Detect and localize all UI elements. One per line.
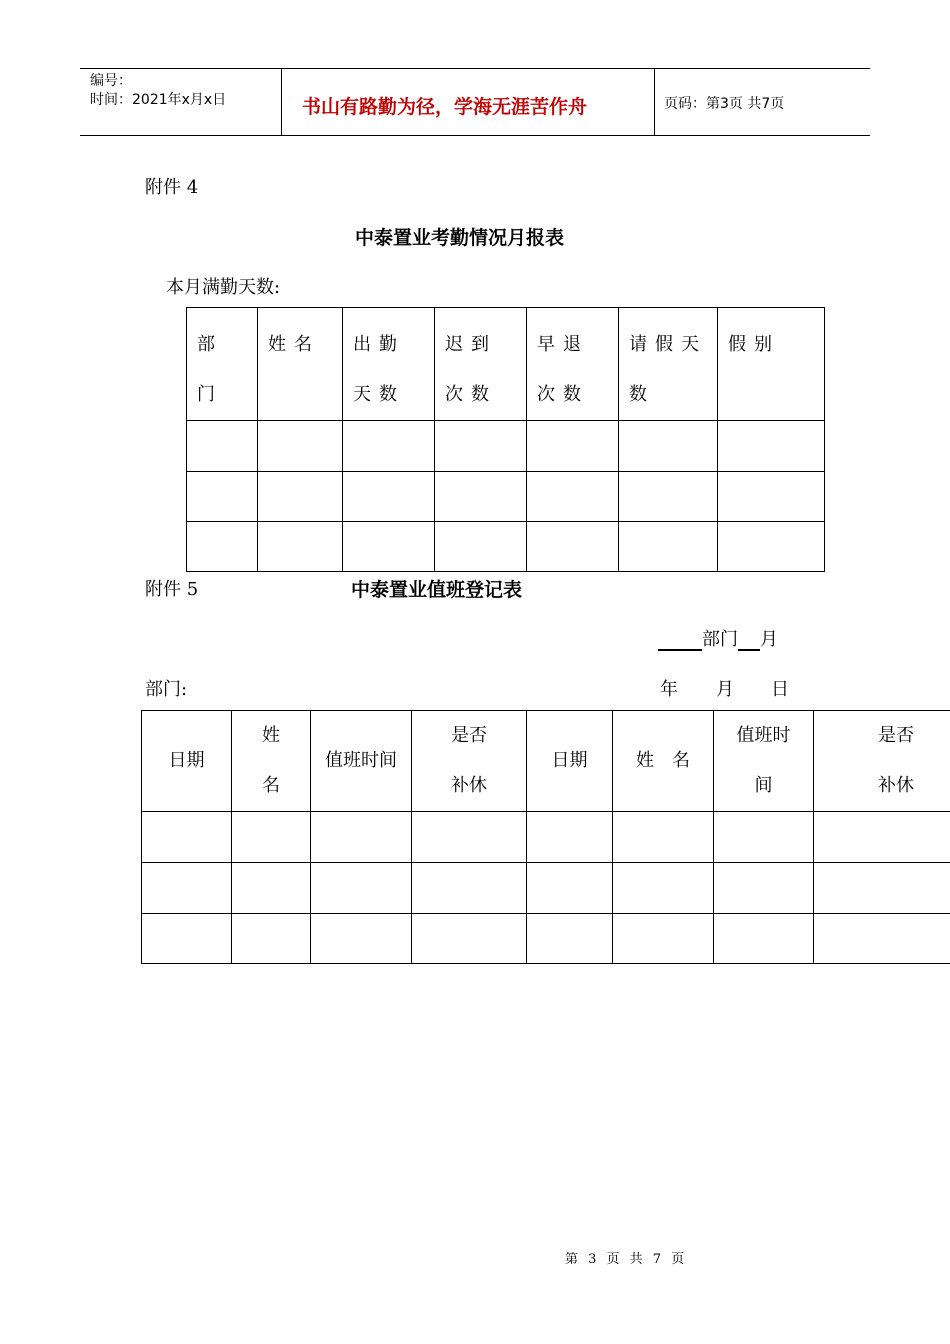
table-cell[interactable] bbox=[343, 472, 435, 522]
column-header-attendance-days: 出勤天数 bbox=[343, 308, 435, 421]
date-month-label: 月 bbox=[716, 679, 734, 700]
table-cell[interactable] bbox=[412, 914, 527, 964]
column-header-duty-time: 值班时间 bbox=[311, 711, 412, 812]
table-cell[interactable] bbox=[613, 914, 714, 964]
table-cell[interactable] bbox=[718, 421, 825, 472]
table-cell[interactable] bbox=[232, 914, 311, 964]
table-cell[interactable] bbox=[232, 863, 311, 914]
date-day-label: 日 bbox=[771, 679, 789, 700]
column-header-leave-days: 请假天数 bbox=[619, 308, 718, 421]
attendance-header-row bbox=[187, 308, 825, 421]
attachment4-label: 附件 4 bbox=[145, 177, 199, 198]
table-cell[interactable] bbox=[714, 812, 814, 863]
header-bottom-rule bbox=[80, 135, 870, 136]
table-row bbox=[142, 914, 950, 964]
column-header-duty-time-2: 值班时间 bbox=[714, 711, 814, 812]
attachment5-title: 中泰置业值班登记表 bbox=[351, 579, 523, 601]
table-cell[interactable] bbox=[527, 812, 613, 863]
table-cell[interactable] bbox=[619, 522, 718, 572]
month-blank[interactable] bbox=[738, 631, 760, 651]
column-header-early-leave-count: 早退次数 bbox=[527, 308, 619, 421]
full-attendance-days-label: 本月满勤天数: bbox=[166, 277, 281, 298]
table-cell[interactable] bbox=[527, 863, 613, 914]
column-header-date-2: 日期 bbox=[527, 711, 613, 812]
header-time-label: 时间：2021年x月x日 bbox=[90, 92, 227, 108]
table-cell[interactable] bbox=[435, 421, 527, 472]
table-cell[interactable] bbox=[258, 472, 343, 522]
department-field-label: 部门: bbox=[145, 679, 188, 700]
table-cell[interactable] bbox=[613, 812, 714, 863]
header-motto: 书山有路勤为径，学海无涯苦作舟 bbox=[302, 96, 588, 118]
table-row bbox=[142, 863, 950, 914]
table-cell[interactable] bbox=[435, 472, 527, 522]
column-header-leave-type: 假别 bbox=[718, 308, 825, 421]
table-cell[interactable] bbox=[311, 812, 412, 863]
header-divider-left bbox=[281, 69, 282, 136]
table-cell[interactable] bbox=[258, 522, 343, 572]
table-cell[interactable] bbox=[187, 472, 258, 522]
table-cell[interactable] bbox=[142, 863, 232, 914]
header-top-rule bbox=[80, 68, 870, 69]
column-header-name-2: 姓 名 bbox=[613, 711, 714, 812]
department-month-dept-text: 部门 bbox=[702, 629, 738, 650]
table-cell[interactable] bbox=[718, 472, 825, 522]
table-cell[interactable] bbox=[187, 421, 258, 472]
column-header-name: 姓名 bbox=[232, 711, 311, 812]
date-year-label: 年 bbox=[660, 679, 678, 700]
table-cell[interactable] bbox=[232, 812, 311, 863]
table-row bbox=[187, 522, 825, 572]
table-cell[interactable] bbox=[814, 914, 950, 964]
table-cell[interactable] bbox=[343, 522, 435, 572]
column-header-date: 日期 bbox=[142, 711, 232, 812]
duty-header-row bbox=[142, 711, 950, 812]
table-cell[interactable] bbox=[311, 863, 412, 914]
table-cell[interactable] bbox=[527, 421, 619, 472]
table-cell[interactable] bbox=[343, 421, 435, 472]
table-cell[interactable] bbox=[814, 863, 950, 914]
department-month-line bbox=[658, 625, 778, 651]
table-cell[interactable] bbox=[718, 522, 825, 572]
table-cell[interactable] bbox=[412, 863, 527, 914]
table-cell[interactable] bbox=[435, 522, 527, 572]
table-row bbox=[187, 472, 825, 522]
header-divider-right bbox=[654, 69, 655, 136]
attachment4-title: 中泰置业考勤情况月报表 bbox=[355, 227, 565, 249]
table-cell[interactable] bbox=[412, 812, 527, 863]
department-month-month-text: 月 bbox=[760, 629, 778, 650]
table-cell[interactable] bbox=[613, 863, 714, 914]
header-page-info: 页码：第3页 共7页 bbox=[664, 96, 785, 112]
table-row bbox=[187, 421, 825, 472]
table-cell[interactable] bbox=[714, 863, 814, 914]
page-footer: 第 3 页 共 7 页 bbox=[565, 1252, 688, 1267]
table-cell[interactable] bbox=[527, 522, 619, 572]
department-blank[interactable] bbox=[658, 631, 702, 651]
header-number-label: 编号： bbox=[90, 73, 132, 89]
column-header-late-count: 迟到次数 bbox=[435, 308, 527, 421]
column-header-comp-leave: 是否补休 bbox=[412, 711, 527, 812]
table-cell[interactable] bbox=[311, 914, 412, 964]
table-cell[interactable] bbox=[142, 812, 232, 863]
table-row bbox=[142, 812, 950, 863]
column-header-name: 姓名 bbox=[258, 308, 343, 421]
table-cell[interactable] bbox=[142, 914, 232, 964]
duty-register-table bbox=[141, 710, 950, 964]
table-cell[interactable] bbox=[814, 812, 950, 863]
attendance-report-table bbox=[186, 307, 825, 572]
table-cell[interactable] bbox=[619, 472, 718, 522]
column-header-department: 部门 bbox=[187, 308, 258, 421]
table-cell[interactable] bbox=[187, 522, 258, 572]
column-header-comp-leave-2: 是否补休 bbox=[814, 711, 950, 812]
table-cell[interactable] bbox=[527, 914, 613, 964]
table-cell[interactable] bbox=[714, 914, 814, 964]
table-cell[interactable] bbox=[527, 472, 619, 522]
table-cell[interactable] bbox=[258, 421, 343, 472]
table-cell[interactable] bbox=[619, 421, 718, 472]
attachment5-label: 附件 5 bbox=[145, 579, 199, 600]
